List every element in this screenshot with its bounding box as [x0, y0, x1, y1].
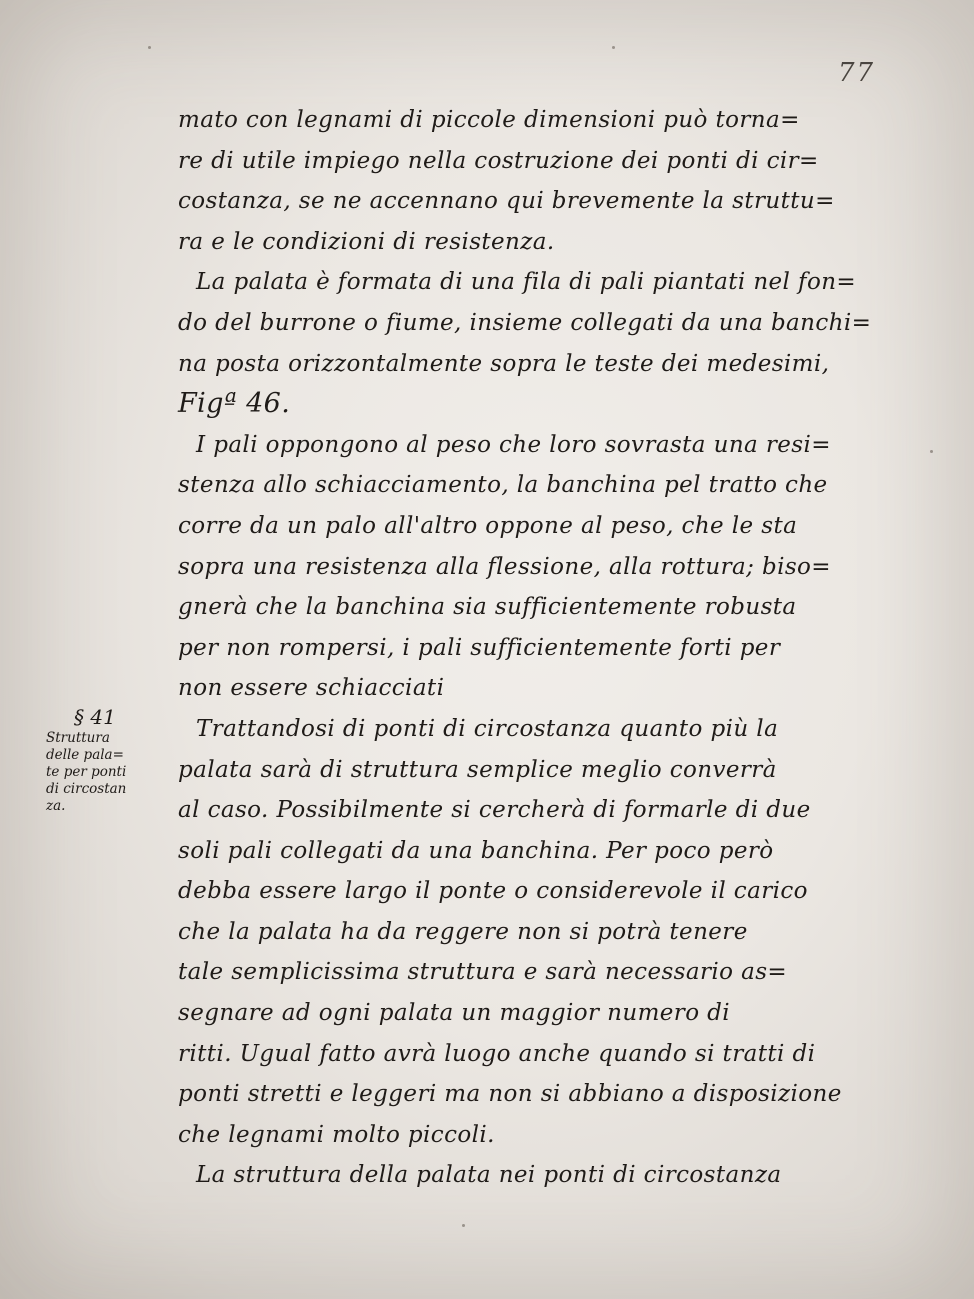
ink-speck [930, 450, 933, 453]
text-line: corre da un palo all'altro oppone al peso, che le sta [178, 512, 798, 539]
ink-speck [148, 46, 151, 49]
text-line: La palata è formata di una fila di pali piantati nel fon= [196, 269, 857, 296]
text-line: segnare ad ogni palata un maggior numero di [178, 1000, 731, 1027]
text-line: Trattandosi di ponti di circostanza quanto più la [196, 715, 779, 742]
text-line: ritti. Ugual fatto avrà luogo anche quando si tratti di [178, 1040, 816, 1067]
text-line: debba essere largo il ponte o considerevole il carico [178, 878, 808, 905]
text-line: che legnami molto piccoli. [178, 1121, 495, 1148]
text-line: ponti stretti e leggeri ma non si abbiano a disposizione [178, 1081, 842, 1108]
figure-reference: Figª 46. [178, 388, 291, 420]
page-number: 77 [838, 58, 876, 88]
text-line: gnerà che la banchina sia sufficientemente robusta [178, 594, 797, 621]
ink-speck [612, 46, 615, 49]
text-line: La struttura della palata nei ponti di circostanza [196, 1162, 782, 1189]
margin-note-line: za. [46, 798, 66, 814]
text-line: costanza, se ne accennano qui brevemente la struttu= [178, 188, 835, 215]
text-line: palata sarà di struttura semplice meglio converrà [178, 756, 777, 783]
handwritten-body-text [178, 100, 898, 1196]
text-line: non essere schiacciati [178, 675, 445, 702]
text-line: na posta orizzontalmente sopra le teste dei medesimi, [178, 350, 830, 377]
text-line: I pali oppongono al peso che loro sovrasta una resi= [196, 431, 831, 458]
text-line: re di utile impiego nella costruzione dei ponti di cir= [178, 147, 819, 174]
text-line: mato con legnami di piccole dimensioni può torna= [178, 107, 800, 133]
text-line: tale semplicissima struttura e sarà necessario as= [178, 959, 788, 986]
ink-speck [462, 1224, 465, 1227]
text-line: al caso. Possibilmente si cercherà di formarle di due [178, 797, 811, 824]
margin-note-line: te per ponti [46, 764, 127, 780]
text-line: sopra una resistenza alla flessione, alla rottura; biso= [178, 553, 831, 580]
text-line: ra e le condizioni di resistenza. [178, 228, 555, 255]
text-line: do del burrone o fiume, insieme collegati da una banchi= [178, 309, 872, 336]
margin-note [46, 704, 158, 815]
margin-note-line: delle pala= [46, 747, 124, 763]
margin-note-number: § 41 [74, 705, 116, 729]
text-line: stenza allo schiacciamento, la banchina pel tratto che [178, 472, 828, 499]
text-line: per non rompersi, i pali sufficientemente forti per [178, 634, 781, 661]
text-line: che la palata ha da reggere non si potrà tenere [178, 918, 748, 945]
margin-note-line: Struttura [46, 730, 110, 746]
margin-note-line: di circostan [46, 781, 127, 797]
text-line: soli pali collegati da una banchina. Per poco però [178, 837, 774, 864]
